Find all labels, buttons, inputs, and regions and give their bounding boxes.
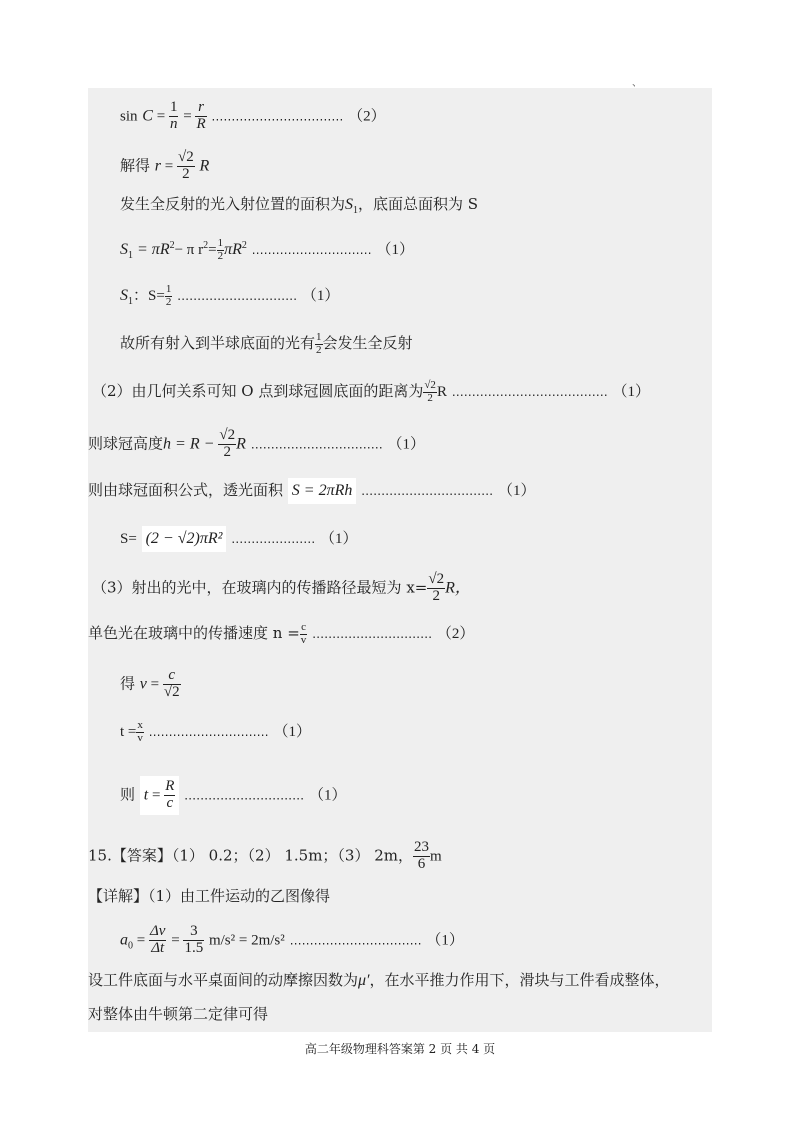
cap-area-formula: 则由球冠面积公式，透光面积 S = 2πRh …………………………… （1） bbox=[88, 478, 535, 504]
fraction: $\frac{1}{2}$ bbox=[217, 236, 224, 262]
friction-statement: 设工件底面与水平桌面间的动摩擦因数为μ′，在水平推力作用下，滑块与工件看成整体， bbox=[88, 971, 670, 989]
time-formula: t = $\frac{x}{v}$ ………………………… （1） bbox=[120, 719, 311, 744]
fraction: $\frac{c}{√2}$ bbox=[163, 667, 180, 700]
fraction: $\frac{r}{R}$ bbox=[196, 99, 206, 132]
newton-statement: 对整体由牛顿第二定律可得 bbox=[88, 1005, 269, 1023]
conclusion-total-reflection: 故所有射入到半球底面的光有 $\frac{1}{2}$ 会发生全反射 bbox=[120, 331, 413, 356]
fraction: $\frac{√2}{2}$ bbox=[428, 571, 445, 604]
formula-image: (2 − √2)πR² bbox=[142, 526, 227, 552]
fraction: $\frac{c}{v}$ bbox=[300, 621, 307, 646]
acceleration: $a_0$ = $\frac{\Delta v}{\Delta t}$ = $\frac{3}{1.5}$ m/s² = 2m/s² …………………………… （1） bbox=[120, 923, 464, 956]
detail-15: 【详解】（1）由工件运动的乙图像得 bbox=[88, 887, 331, 905]
fraction: $\frac{\Delta v}{\Delta t}$ bbox=[149, 923, 166, 956]
area-statement: 发生全反射的光入射位置的面积为$S_1$，底面总面积为 S bbox=[120, 195, 479, 216]
formula-image: S = 2πRh bbox=[288, 478, 357, 504]
fraction: $\frac{√2}{2}$ bbox=[178, 149, 194, 182]
fraction: $\frac{1}{2}$ bbox=[165, 283, 172, 308]
answer-15: 15.【答案】（1） 0.2；（2） 1.5m；（3） 2m， $\frac{23}{6}$ m bbox=[88, 839, 442, 872]
fraction: $\frac{√2}{2}$ bbox=[424, 379, 436, 404]
part3-path: （3）射出的光中，在玻璃内的传播路径最短为 x= $\frac{√2}{2}$ R， bbox=[92, 571, 471, 604]
speed-relation: 单色光在玻璃中的传播速度 n = $\frac{c}{v}$ ………………………… （2） bbox=[88, 621, 475, 646]
formula-image: t = $\frac{R}{c}$ bbox=[140, 776, 180, 815]
area-result: S= (2 − √2)πR² ………………… （1） bbox=[120, 526, 358, 552]
cap-height: 则球冠高度h = R − $\frac{√2}{2}$ R …………………………… （1） bbox=[88, 427, 425, 460]
equation-S1: $S_1 = \pi R^2- \pi$ $r^2=$ $\frac{1}{2}$ $\pi R^2$ ………………………… （1） bbox=[120, 236, 414, 262]
solve-r: 解得 r = $\frac{√2}{2}$ R bbox=[120, 149, 210, 182]
velocity: 得 v = $\frac{c}{√2}$ bbox=[120, 667, 180, 700]
equation-sinC: sin C = $\frac{1}{n}$ = $\frac{r}{R}$ …………………………… （2） bbox=[120, 99, 386, 132]
page-footer: 高二年级物理科答案第 2 页 共 4 页 bbox=[304, 1042, 496, 1056]
time-result: 则 t = $\frac{R}{c}$ ………………………… （1） bbox=[120, 776, 346, 815]
fraction: $\frac{R}{c}$ bbox=[165, 778, 175, 811]
fraction: $\frac{x}{v}$ bbox=[137, 719, 143, 744]
fraction: $\frac{1}{2}$ bbox=[316, 331, 322, 356]
fraction: $\frac{3}{1.5}$ bbox=[184, 923, 204, 956]
fraction: $\frac{√2}{2}$ bbox=[219, 427, 236, 460]
part2-distance: （2）由几何关系可知 O 点到球冠圆底面的距离为 $\frac{√2}{2}$ R ………………………………… （1） bbox=[92, 379, 651, 404]
ratio-S1-S: $S_1$：S= $\frac{1}{2}$ ………………………… （1） bbox=[120, 283, 340, 308]
fraction: $\frac{23}{6}$ bbox=[414, 839, 429, 872]
fraction: $\frac{1}{n}$ bbox=[169, 99, 178, 132]
corner-mark: 、 bbox=[632, 78, 642, 89]
